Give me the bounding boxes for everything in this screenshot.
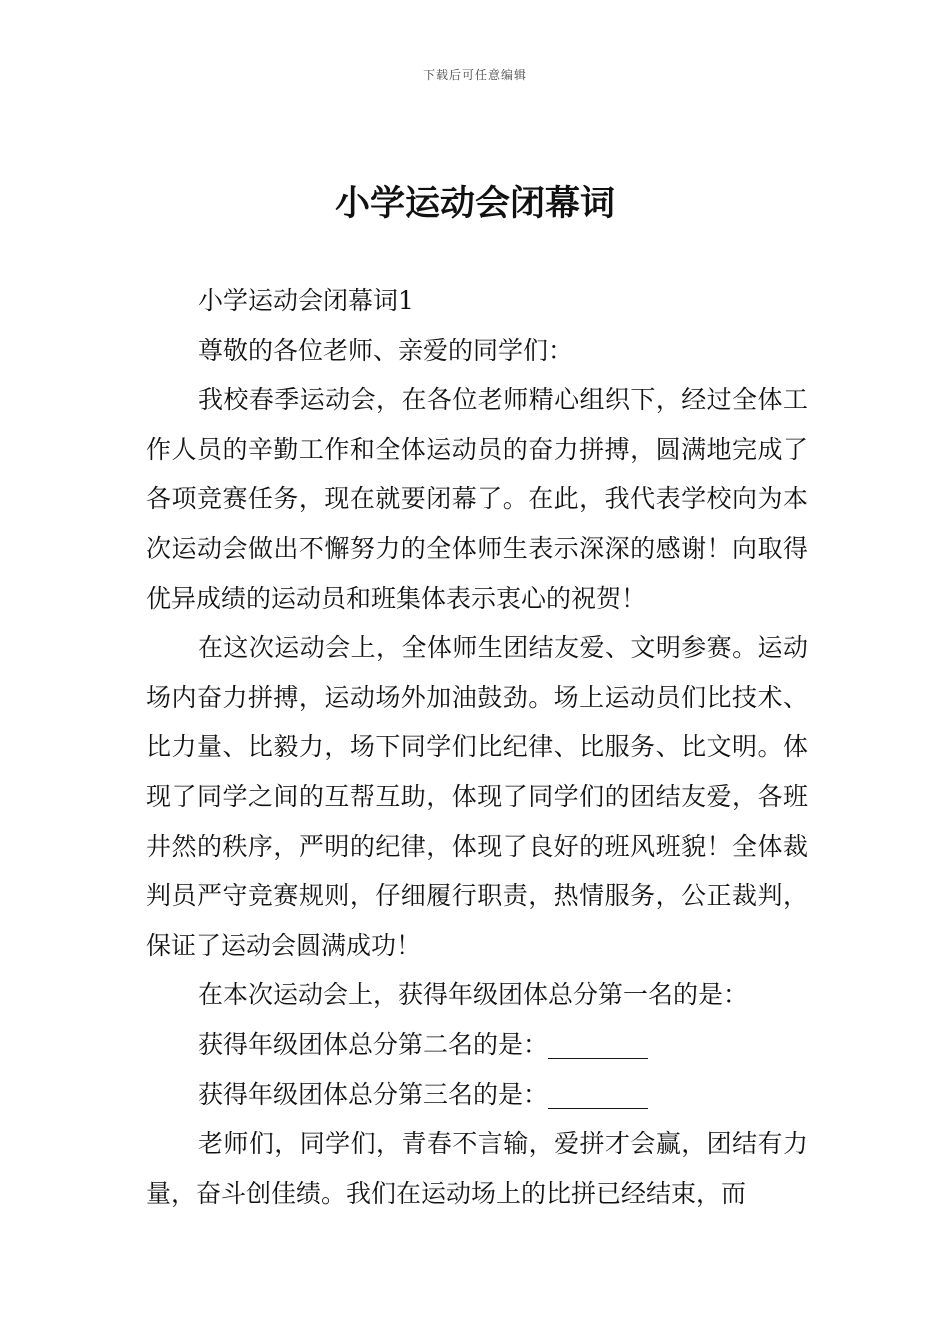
document-body <box>146 276 808 1218</box>
body-paragraph: 我校春季运动会，在各位老师精心组织下，经过全体工作人员的辛勤工作和全体运动员的奋力拼搏，圆满地完成了各项竞赛任务，现在就要闭幕了。在此，我代表学校向为本次运动会做出不懈努力的全体师生表示深深的感谢！向取得优异成绩的运动员和班集体表示衷心的祝贺！ <box>146 385 808 613</box>
body-paragraph: 获得年级团体总分第三名的是：________ <box>198 1079 649 1109</box>
document-title: 小学运动会闭幕词 <box>334 184 615 224</box>
body-paragraph: 获得年级团体总分第二名的是：________ <box>198 1029 649 1059</box>
body-paragraph: 老师们，同学们，青春不言输，爱拼才会赢，团结有力量，奋斗创佳绩。我们在运动场上的比拼已经结束，而 <box>146 1129 808 1208</box>
header-note: 下载后可任意编辑 <box>422 68 527 82</box>
subtitle-paragraph: 小学运动会闭幕词1 <box>198 286 414 315</box>
body-paragraph: 在这次运动会上，全体师生团结友爱、文明参赛。运动场内奋力拼搏，运动场外加油鼓劲。场上运动员们比技术、比力量、比毅力，场下同学们比纪律、比服务、比文明。体现了同学之间的互帮互助，体现了同学们的团结友爱，各班井然的秩序，严明的纪律，体现了良好的班风班貌！全体裁判员严守竞赛规则，仔细履行职责，热情服务，公正裁判，保证了运动会圆满成功！ <box>146 633 808 960</box>
salutation-paragraph: 尊敬的各位老师、亲爱的同学们： <box>198 335 574 365</box>
body-paragraph: 在本次运动会上，获得年级团体总分第一名的是： <box>198 980 749 1010</box>
